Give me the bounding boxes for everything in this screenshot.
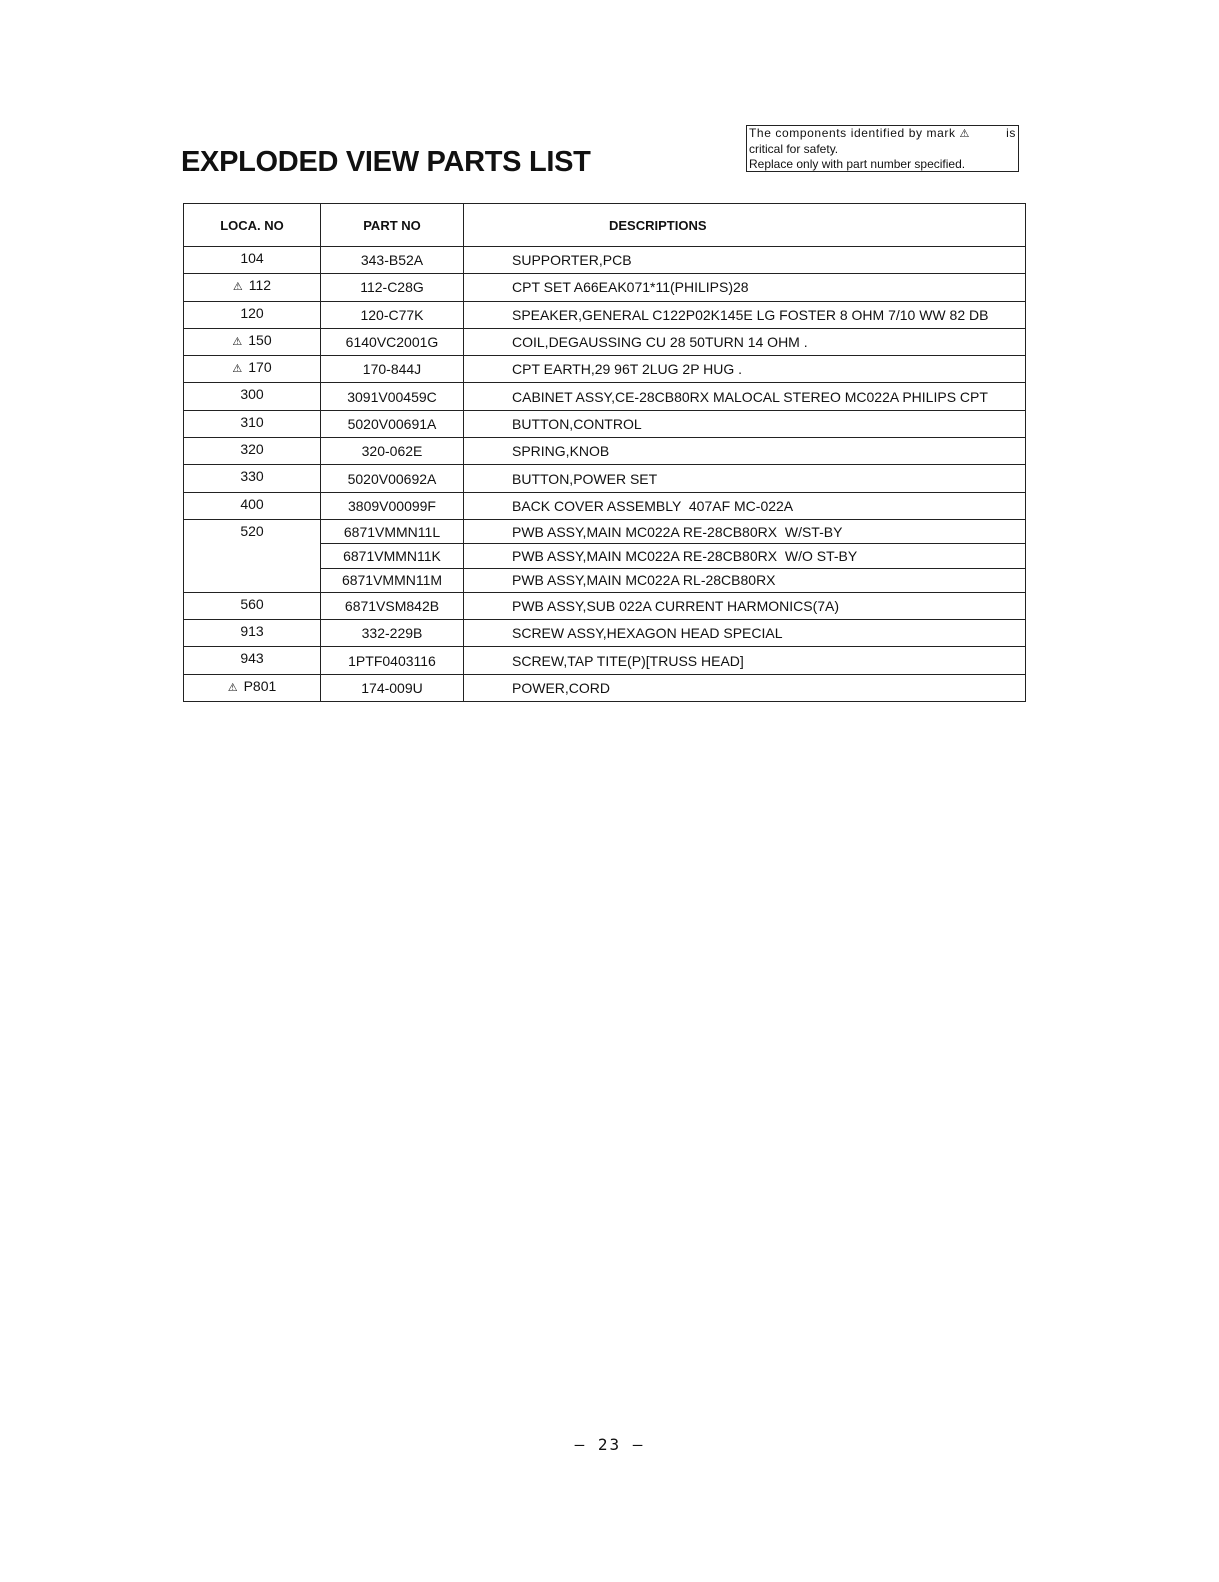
warning-triangle-icon: ⚠	[232, 363, 243, 376]
loca-no-value: 560	[240, 595, 264, 612]
cell-part-no: 6871VMMN11L	[321, 519, 464, 543]
cell-description: COIL,DEGAUSSING CU 28 50TURN 14 OHM .	[464, 328, 1026, 355]
cell-description: SPRING,KNOB	[464, 438, 1026, 465]
header-descriptions: DESCRIPTIONS	[464, 204, 1026, 247]
cell-loca-no	[184, 647, 321, 674]
cell-loca-no	[184, 492, 321, 519]
cell-part-no: 320-062E	[321, 438, 464, 465]
cell-description: BACK COVER ASSEMBLY 407AF MC-022A	[464, 492, 1026, 519]
loca-no-value: 112	[248, 277, 272, 294]
header-part-no: PART NO	[321, 204, 464, 247]
cell-part-no: 112-C28G	[321, 274, 464, 301]
cell-description: POWER,CORD	[464, 674, 1026, 701]
loca-no-value: 120	[240, 304, 264, 321]
table-row	[184, 592, 1026, 619]
loca-no-value: P801	[243, 677, 277, 694]
cell-loca-no	[184, 519, 321, 592]
cell-description: CABINET ASSY,CE-28CB80RX MALOCAL STEREO MC022A PHILIPS CPT	[464, 383, 1026, 410]
cell-description: PWB ASSY,SUB 022A CURRENT HARMONICS(7A)	[464, 592, 1026, 619]
cell-description: BUTTON,CONTROL	[464, 410, 1026, 437]
cell-description: CPT SET A66EAK071*11(PHILIPS)28	[464, 274, 1026, 301]
safety-note-line3: Replace only with part number specified.	[749, 157, 966, 171]
cell-part-no: 6871VSM842B	[321, 592, 464, 619]
table-header-row	[184, 204, 1026, 247]
cell-loca-no	[184, 247, 321, 274]
cell-part-no: 6871VMMN11K	[321, 544, 464, 568]
loca-no-value: 170	[248, 359, 272, 376]
cell-part-no: 6871VMMN11M	[321, 568, 464, 592]
cell-loca-no	[184, 592, 321, 619]
loca-no-value: 520	[240, 522, 264, 539]
cell-description: PWB ASSY,MAIN MC022A RE-28CB80RX W/O ST-BY	[464, 544, 1026, 568]
loca-no-value: 300	[240, 386, 264, 403]
loca-no-value: 150	[248, 331, 272, 348]
table-row	[184, 674, 1026, 701]
cell-loca-no	[184, 410, 321, 437]
table-row	[184, 438, 1026, 465]
table-row	[184, 383, 1026, 410]
cell-description: BUTTON,POWER SET	[464, 465, 1026, 492]
cell-part-no: 3809V00099F	[321, 492, 464, 519]
table-row	[184, 410, 1026, 437]
table-row	[184, 465, 1026, 492]
table-row	[184, 328, 1026, 355]
safety-note-line2: critical for safety.	[749, 142, 839, 156]
cell-loca-no	[184, 356, 321, 383]
header-loca-no: LOCA. NO	[184, 204, 321, 247]
cell-loca-no	[184, 438, 321, 465]
safety-note-text-end: is	[1006, 126, 1016, 140]
cell-description: PWB ASSY,MAIN MC022A RL-28CB80RX	[464, 568, 1026, 592]
table-row	[184, 274, 1026, 301]
safety-note-text: The components identified by mark	[749, 126, 956, 140]
cell-part-no: 1PTF0403116	[321, 647, 464, 674]
cell-part-no: 174-009U	[321, 674, 464, 701]
warning-triangle-icon: ⚠	[959, 128, 970, 140]
cell-part-no: 6140VC2001G	[321, 328, 464, 355]
cell-loca-no	[184, 274, 321, 301]
loca-no-value: 104	[240, 250, 264, 266]
cell-part-no: 343-B52A	[321, 247, 464, 274]
cell-description: SCREW,TAP TITE(P)[TRUSS HEAD]	[464, 647, 1026, 674]
cell-part-no: 332-229B	[321, 620, 464, 647]
table-row	[184, 247, 1026, 274]
cell-description: CPT EARTH,29 96T 2LUG 2P HUG .	[464, 356, 1026, 383]
cell-part-no: 5020V00692A	[321, 465, 464, 492]
parts-table	[183, 203, 1026, 702]
safety-note	[746, 125, 1019, 172]
table-row	[184, 519, 1026, 543]
cell-loca-no	[184, 383, 321, 410]
cell-part-no: 3091V00459C	[321, 383, 464, 410]
warning-triangle-icon: ⚠	[232, 335, 243, 348]
loca-no-value: 943	[240, 650, 264, 667]
cell-description: PWB ASSY,MAIN MC022A RE-28CB80RX W/ST-BY	[464, 519, 1026, 543]
parts-table-body	[184, 247, 1026, 702]
table-row	[184, 620, 1026, 647]
table-row	[184, 356, 1026, 383]
cell-loca-no	[184, 674, 321, 701]
loca-no-value: 400	[240, 495, 264, 512]
cell-part-no: 120-C77K	[321, 301, 464, 328]
cell-loca-no	[184, 465, 321, 492]
cell-loca-no	[184, 620, 321, 647]
safety-note-line1	[749, 126, 1016, 142]
cell-description: SUPPORTER,PCB	[464, 247, 1026, 274]
table-row	[184, 301, 1026, 328]
cell-loca-no	[184, 301, 321, 328]
loca-no-value: 320	[240, 441, 264, 458]
loca-no-value: 330	[240, 468, 264, 485]
page-title: EXPLODED VIEW PARTS LIST	[181, 146, 591, 178]
page-number: – 23 –	[574, 1435, 645, 1454]
table-row	[184, 647, 1026, 674]
warning-triangle-icon: ⚠	[232, 281, 243, 294]
table-row	[184, 492, 1026, 519]
loca-no-value: 913	[240, 623, 264, 640]
cell-description: SPEAKER,GENERAL C122P02K145E LG FOSTER 8 OHM 7/10 WW 82 DB	[464, 301, 1026, 328]
cell-part-no: 5020V00691A	[321, 410, 464, 437]
cell-part-no: 170-844J	[321, 356, 464, 383]
loca-no-value: 310	[240, 413, 264, 430]
cell-description: SCREW ASSY,HEXAGON HEAD SPECIAL	[464, 620, 1026, 647]
cell-loca-no	[184, 328, 321, 355]
warning-triangle-icon: ⚠	[227, 681, 238, 694]
